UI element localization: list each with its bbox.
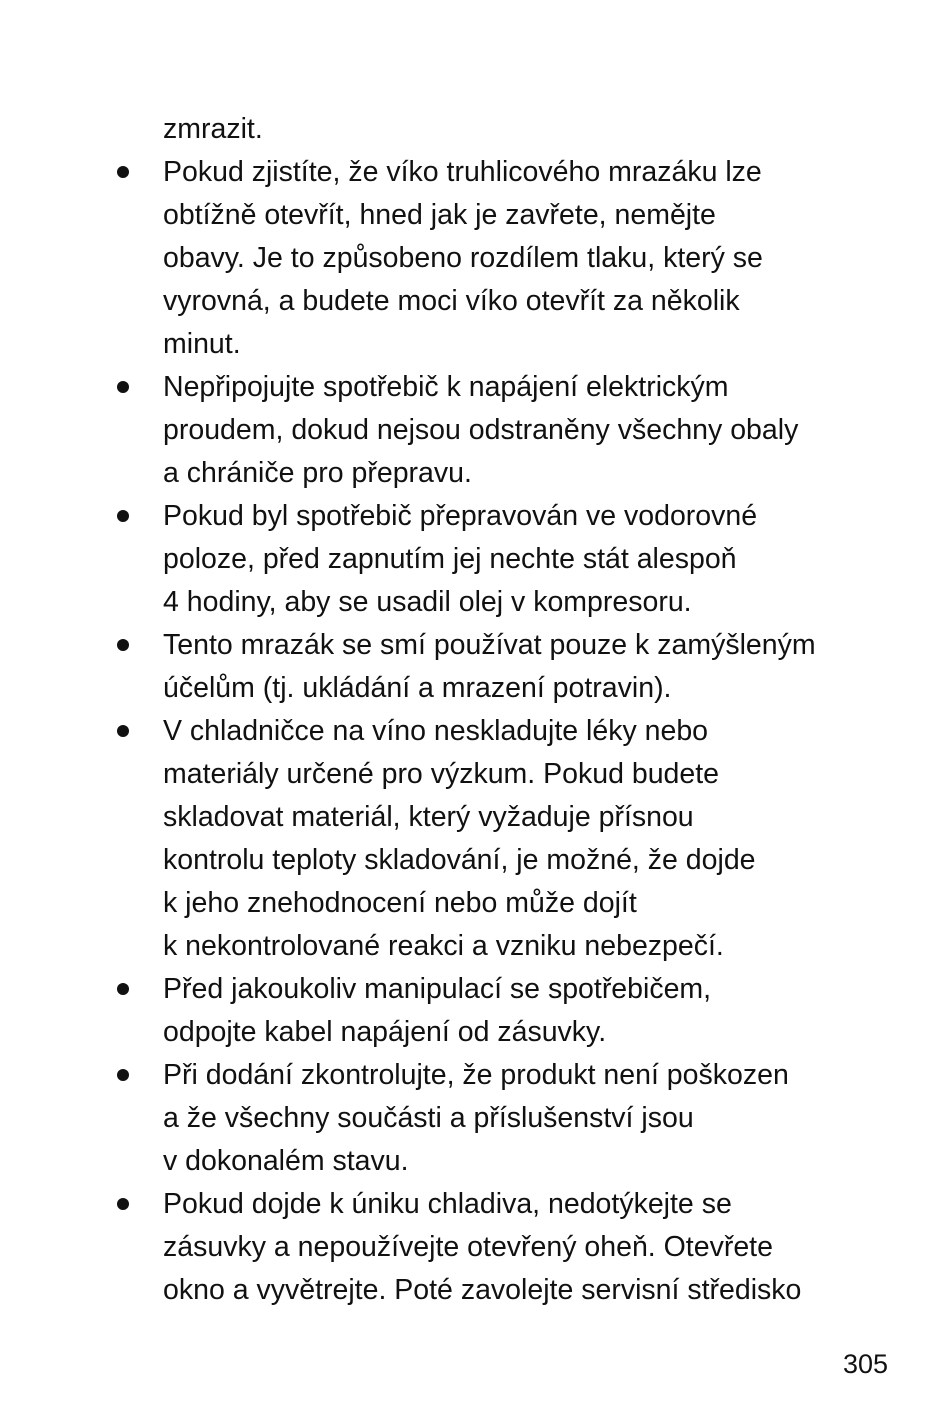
- text-line: Pokud zjistíte, že víko truhlicového mrazáku lze: [163, 156, 762, 188]
- list-item: [0, 151, 898, 366]
- text-line: 4 hodiny, aby se usadil olej v kompresoru.: [163, 586, 692, 618]
- text-line: Nepřipojujte spotřebič k napájení elektrickým: [163, 371, 729, 403]
- list-item: [0, 1183, 898, 1312]
- text-line: obavy. Je to způsobeno rozdílem tlaku, který se: [163, 242, 763, 274]
- text-line: Pokud dojde k úniku chladiva, nedotýkejte se: [163, 1188, 732, 1220]
- text-line: k jeho znehodnocení nebo může dojít: [163, 887, 637, 919]
- text-line: odpojte kabel napájení od zásuvky.: [163, 1016, 607, 1048]
- text-line: poloze, před zapnutím jej nechte stát alespoň: [163, 543, 737, 575]
- list-item: [0, 495, 898, 624]
- bullet-icon: [117, 1069, 129, 1081]
- text-line: obtížně otevřít, hned jak je zavřete, nemějte: [163, 199, 716, 231]
- bullet-icon: [117, 639, 129, 651]
- text-line: a že všechny součásti a příslušenství jsou: [163, 1102, 694, 1134]
- text-line: okno a vyvětrejte. Poté zavolejte servisní středisko: [163, 1274, 802, 1306]
- page-number: 305: [842, 1349, 888, 1379]
- text-line: zásuvky a nepoužívejte otevřený oheň. Otevřete: [163, 1231, 773, 1263]
- bullet-icon: [117, 166, 129, 178]
- text-line: kontrolu teploty skladování, je možné, že dojde: [163, 844, 756, 876]
- bullet-icon: [117, 725, 129, 737]
- list-item: [0, 366, 898, 495]
- bullet-icon: [117, 983, 129, 995]
- text-line: Před jakoukoliv manipulací se spotřebičem,: [163, 973, 712, 1005]
- bullet-icon: [117, 1198, 129, 1210]
- continued-text-line: zmrazit.: [163, 113, 263, 145]
- text-line: skladovat materiál, který vyžaduje přísnou: [163, 801, 694, 833]
- text-line: materiály určené pro výzkum. Pokud budete: [163, 758, 720, 790]
- text-line: Tento mrazák se smí používat pouze k zamýšleným: [163, 629, 816, 661]
- text-line: minut.: [163, 328, 241, 360]
- text-line: Pokud byl spotřebič přepravován ve vodorovné: [163, 500, 758, 532]
- list-item: [0, 710, 898, 968]
- text-line: a chrániče pro přepravu.: [163, 457, 472, 489]
- text-line: vyrovná, a budete moci víko otevřít za několik: [163, 285, 740, 317]
- text-line: v dokonalém stavu.: [163, 1145, 409, 1177]
- text-line: V chladničce na víno neskladujte léky nebo: [163, 715, 709, 747]
- text-line: účelům (tj. ukládání a mrazení potravin).: [163, 672, 672, 704]
- list-item: [0, 1054, 898, 1183]
- bullet-icon: [117, 510, 129, 522]
- safety-instructions-list: [0, 151, 898, 1312]
- text-line: k nekontrolované reakci a vzniku nebezpečí.: [163, 930, 724, 962]
- text-line: Při dodání zkontrolujte, že produkt není poškozen: [163, 1059, 789, 1091]
- bullet-icon: [117, 381, 129, 393]
- list-item: [0, 968, 898, 1054]
- list-item: [0, 624, 898, 710]
- text-line: proudem, dokud nejsou odstraněny všechny obaly: [163, 414, 799, 446]
